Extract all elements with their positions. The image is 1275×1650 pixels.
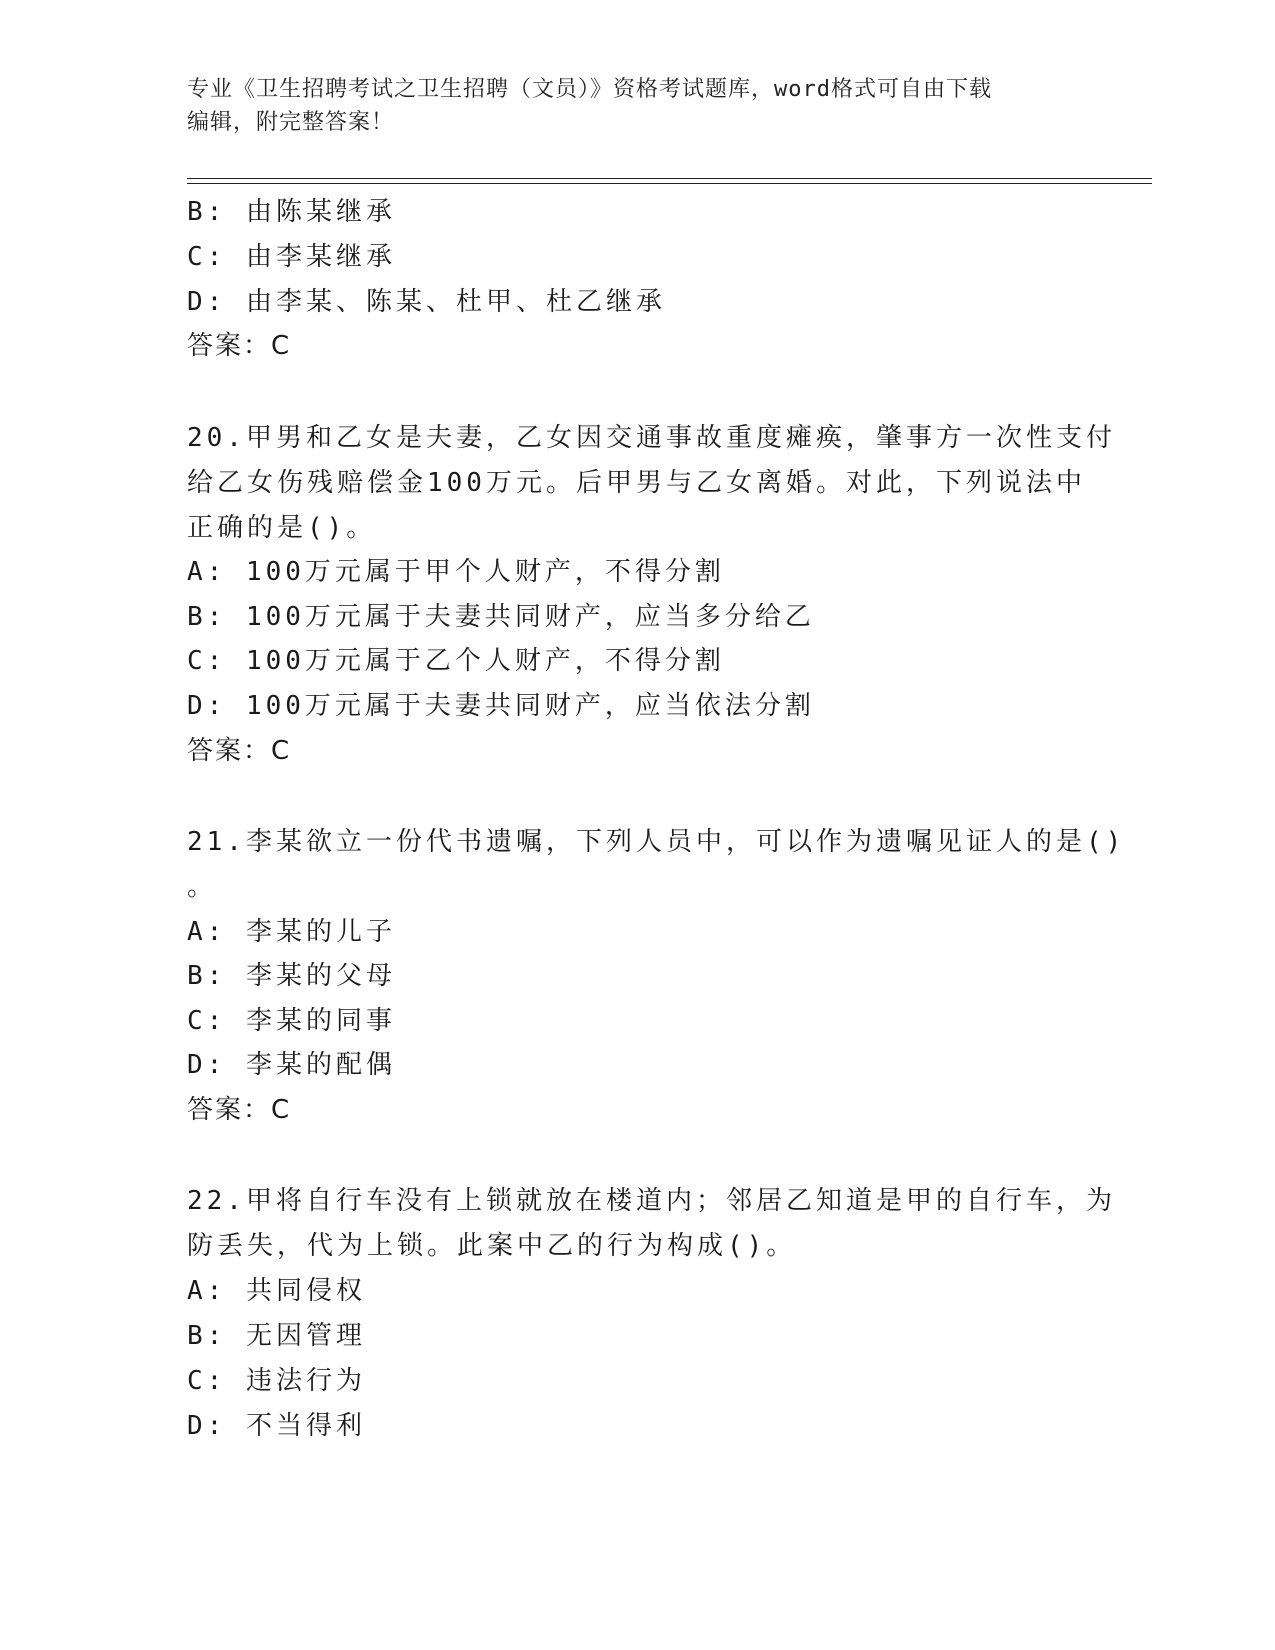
q19-option-d: D: 由李某、陈某、杜甲、杜乙继承 (187, 287, 666, 317)
q21-stem-line-1: 21.李某欲立一份代书遗嘱，下列人员中，可以作为遗嘱见证人的是() (187, 827, 1126, 857)
q20-stem-line-2: 给乙女伤残赔偿金100万元。后甲男与乙女离婚。对此，下列说法中 (187, 468, 1086, 498)
header-line-1: 专业《卫生招聘考试之卫生招聘（文员）》资格考试题库，word格式可自由下载 (187, 77, 992, 102)
q22-stem-line-2: 防丢失，代为上锁。此案中乙的行为构成()。 (187, 1231, 797, 1261)
q22-option-b: B: 无因管理 (187, 1321, 366, 1351)
header-divider-top (187, 178, 1152, 179)
q21-option-c: C: 李某的同事 (187, 1006, 396, 1036)
q21-option-b: B: 李某的父母 (187, 961, 396, 991)
q19-option-b: B: 由陈某继承 (187, 197, 396, 227)
q21-option-d: D: 李某的配偶 (187, 1050, 396, 1080)
q19-answer: 答案：C (187, 331, 292, 361)
q22-option-a: A: 共同侵权 (187, 1276, 366, 1306)
q22-option-c: C: 违法行为 (187, 1366, 366, 1396)
q20-stem-line-3: 正确的是()。 (187, 513, 377, 543)
q20-option-b: B: 100万元属于夫妻共同财产，应当多分给乙 (187, 602, 815, 632)
q20-stem-line-1: 20.甲男和乙女是夫妻，乙女因交通事故重度瘫痪，肇事方一次性支付 (187, 423, 1116, 453)
document-header (187, 73, 1087, 139)
q20-option-d: D: 100万元属于夫妻共同财产，应当依法分割 (187, 691, 815, 721)
q21-option-a: A: 李某的儿子 (187, 917, 396, 947)
q20-option-a: A: 100万元属于甲个人财产，不得分割 (187, 557, 725, 587)
q21-answer: 答案：C (187, 1095, 292, 1125)
q20-answer: 答案：C (187, 736, 292, 766)
header-line-2: 编辑，附完整答案！ (187, 110, 395, 135)
q22-option-d: D: 不当得利 (187, 1411, 366, 1441)
q22-stem-line-1: 22.甲将自行车没有上锁就放在楼道内；邻居乙知道是甲的自行车，为 (187, 1186, 1116, 1216)
header-divider-bottom (187, 183, 1152, 184)
q19-option-c: C: 由李某继承 (187, 242, 396, 272)
q20-option-c: C: 100万元属于乙个人财产，不得分割 (187, 646, 725, 676)
q21-stem-line-2: 。 (187, 872, 218, 902)
